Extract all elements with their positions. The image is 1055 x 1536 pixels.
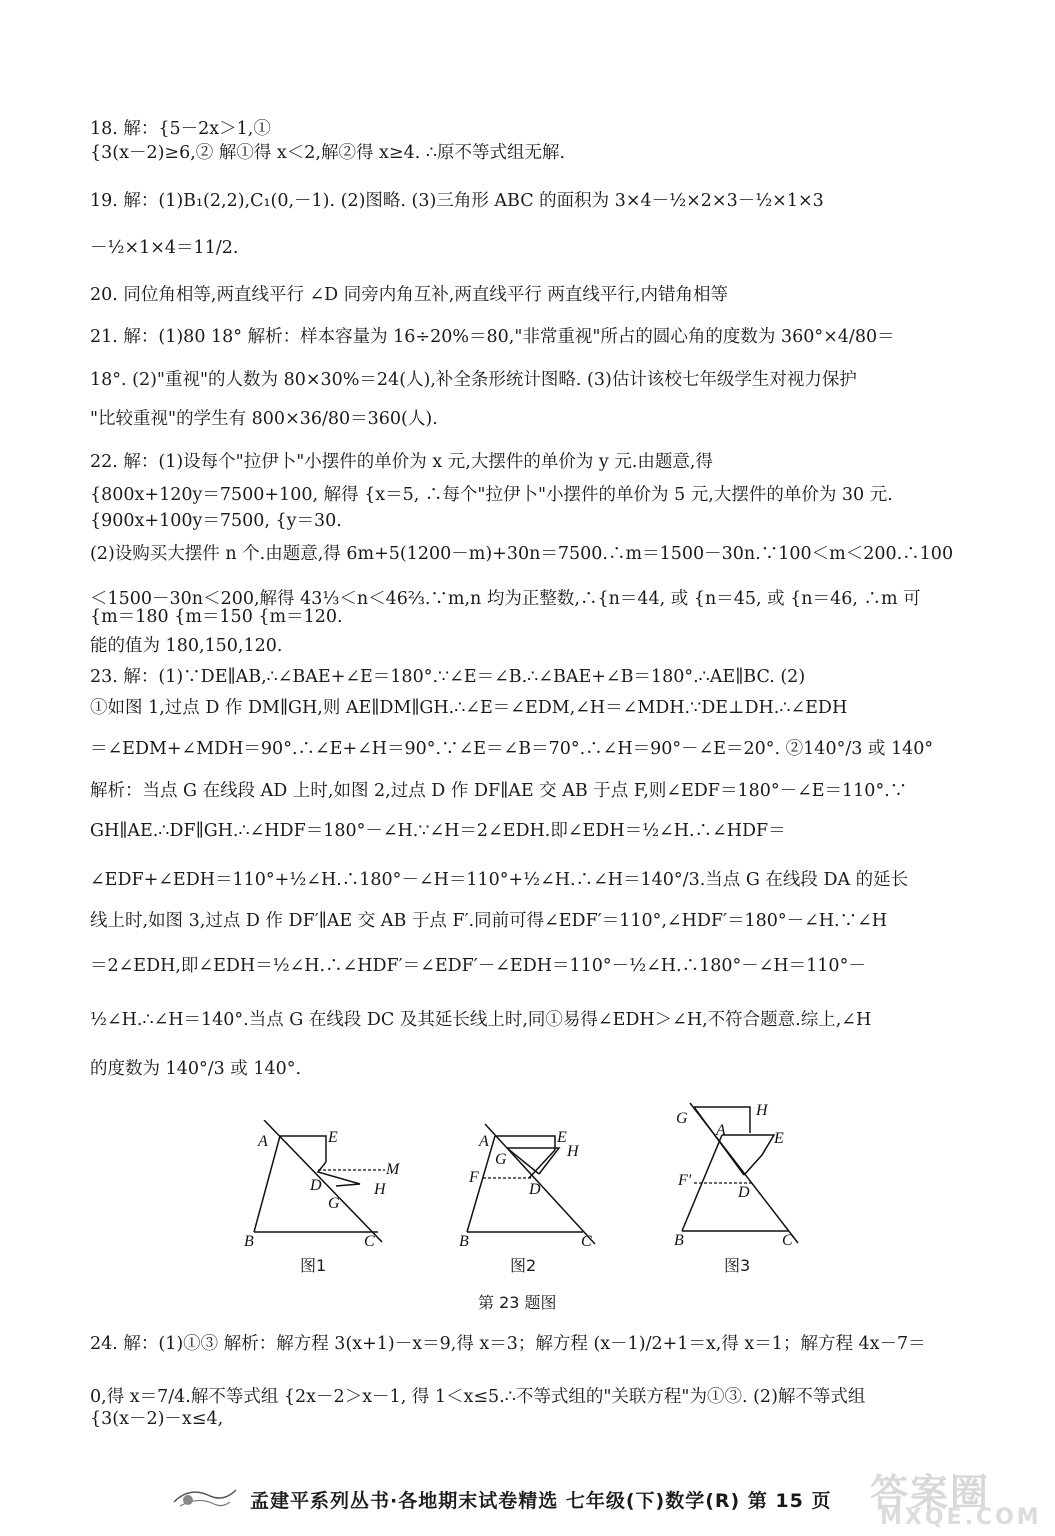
figure-1-caption: 图1: [300, 1256, 327, 1275]
q22-line7: 能的值为 180,150,120.: [90, 636, 283, 656]
fig2-label-g: G: [495, 1151, 507, 1168]
q24-line1: 24. 解：(1)①③ 解析：解方程 3(x+1)－x＝9,得 x＝3；解方程 (x－1)/2+1＝x,得 x＝1；解方程 4x－7＝: [90, 1334, 926, 1354]
fig3-label-g: G: [676, 1110, 688, 1127]
fig1-label-d: D: [310, 1177, 322, 1194]
q22-line6: {m＝180 {m＝150 {m＝120.: [90, 607, 343, 627]
fig2-label-f: F: [469, 1169, 479, 1186]
fig2-label-e: E: [557, 1129, 567, 1146]
q22-line3: {900x+100y＝7500, {y＝30.: [90, 511, 342, 531]
q23-line1: 23. 解：(1)∵DE∥AB,∴∠BAE+∠E＝180°.∵∠E＝∠B.∴∠BAE+∠B＝180°.∴AE∥BC. (2): [90, 667, 806, 687]
fig3-label-a: A: [716, 1122, 726, 1139]
q20-line: 20. 同位角相等,两直线平行 ∠D 同旁内角互补,两直线平行 两直线平行,内错角相等: [90, 285, 728, 305]
q23-line3: ＝∠EDM+∠MDH＝90°.∴∠E+∠H＝90°.∵∠E＝∠B＝70°.∴∠H＝90°－∠E＝20°. ②140°/3 或 140°: [90, 739, 934, 759]
q23-line10: 的度数为 140°/3 或 140°.: [90, 1059, 302, 1079]
fig3-label-c: C: [782, 1232, 793, 1249]
fig3-label-f: F′: [678, 1172, 692, 1189]
figure-3: [670, 1095, 810, 1254]
q22-line1: 22. 解：(1)设每个"拉伊卜"小摆件的单价为 x 元,大摆件的单价为 y 元.由题意,得: [90, 452, 713, 472]
q22-line4: (2)设购买大摆件 n 个.由题意,得 6m+5(1200－m)+30n＝7500.∴m＝1500－30n.∵100＜m＜200.∴100: [90, 544, 954, 564]
figure-3-caption: 图3: [724, 1256, 751, 1275]
q23-line6: ∠EDF+∠EDH＝110°+½∠H.∴180°－∠H＝110°+½∠H.∴∠H＝140°/3.当点 G 在线段 DA 的延长: [90, 870, 909, 890]
q24-line3: {3(x－2)－x≤4,: [90, 1409, 224, 1429]
q23-line7: 线上时,如图 3,过点 D 作 DF′∥AE 交 AB 于点 F′.同前可得∠EDF′＝110°,∠HDF′＝180°－∠H.∵∠H: [90, 911, 888, 931]
q19-line2: －½×1×4＝11/2.: [90, 238, 239, 258]
fig3-label-d: D: [738, 1184, 750, 1201]
fig1-label-g: G: [328, 1195, 340, 1212]
q24-line2: 0,得 x＝7/4.解不等式组 {2x－2＞x－1, 得 1＜x≤5.∴不等式组的"关联方程"为①③. (2)解不等式组: [90, 1387, 866, 1407]
q22-line5: ＜1500－30n＜200,解得 43⅓＜n＜46⅔.∵m,n 均为正整数,∴{n＝44, 或 {n＝45, 或 {n＝46, ∴m 可: [90, 589, 921, 609]
fig3-label-e: E: [774, 1130, 784, 1147]
q21-line1: 21. 解：(1)80 18° 解析：样本容量为 16÷20%＝80,"非常重视"所占的圆心角的度数为 360°×4/80＝: [90, 327, 895, 347]
q21-line3: "比较重视"的学生有 800×36/80＝360(人).: [90, 409, 438, 429]
fig1-label-a: A: [258, 1133, 268, 1150]
fig1-label-e: E: [328, 1129, 338, 1146]
fig1-label-m: M: [386, 1161, 400, 1178]
bird-logo-icon: [170, 1482, 240, 1518]
q23-line2: ①如图 1,过点 D 作 DM∥GH,则 AE∥DM∥GH.∴∠E＝∠EDM,∠H＝∠MDH.∵DE⊥DH.∴∠EDH: [90, 698, 848, 718]
q19-line1: 19. 解：(1)B₁(2,2),C₁(0,－1). (2)图略. (3)三角形 ABC 的面积为 3×4－½×2×3－½×1×3: [90, 191, 824, 211]
q18-line1: 18. 解：{5－2x＞1,①: [90, 119, 271, 139]
fig1-label-c: C: [364, 1233, 375, 1250]
fig2-label-c: C: [581, 1233, 592, 1250]
watermark-logo: 答案圈: [870, 1471, 991, 1515]
figure-1: [240, 1120, 420, 1254]
q23-line8: ＝2∠EDH,即∠EDH＝½∠H.∴∠HDF′＝∠EDF′－∠EDH＝110°－½∠H.∴180°－∠H＝110°－: [90, 956, 866, 976]
fig3-label-b: B: [674, 1232, 684, 1249]
q23-line5: GH∥AE.∴DF∥GH.∴∠HDF＝180°－∠H.∵∠H＝2∠EDH.即∠EDH＝½∠H.∴∠HDF＝: [90, 821, 786, 841]
q23-line4: 解析：当点 G 在线段 AD 上时,如图 2,过点 D 作 DF∥AE 交 AB 于点 F,则∠EDF＝180°－∠E＝110°.∵: [90, 781, 908, 801]
fig1-label-b: B: [244, 1233, 254, 1250]
figure-2-caption: 图2: [510, 1256, 537, 1275]
fig2-label-h: H: [567, 1143, 579, 1160]
q21-line2: 18°. (2)"重视"的人数为 80×30%＝24(人),补全条形统计图略. (3)估计该校七年级学生对视力保护: [90, 370, 857, 390]
q23-line9: ½∠H.∴∠H＝140°.当点 G 在线段 DC 及其延长线上时,同①易得∠EDH＞∠H,不符合题意.综上,∠H: [90, 1010, 872, 1030]
page-footer: [90, 1482, 970, 1512]
figure-2: [455, 1120, 615, 1254]
figure-group-caption: 第 23 题图: [478, 1293, 557, 1312]
fig2-label-d: D: [529, 1181, 541, 1198]
fig1-label-h: H: [374, 1181, 386, 1198]
fig3-label-h: H: [756, 1102, 768, 1119]
fig2-label-a: A: [479, 1133, 489, 1150]
q18-line2: {3(x－2)≥6,② 解①得 x＜2,解②得 x≥4. ∴原不等式组无解.: [90, 143, 566, 163]
footer-text: 孟建平系列丛书·各地期末试卷精选 七年级(下)数学(R) 第 15 页: [250, 1490, 832, 1512]
fig2-label-b: B: [459, 1233, 469, 1250]
q22-line2: {800x+120y＝7500+100, 解得 {x＝5, ∴每个"拉伊卜"小摆件的单价为 5 元,大摆件的单价为 30 元.: [90, 485, 893, 505]
watermark-url: MXQE.COM: [880, 1505, 1042, 1530]
